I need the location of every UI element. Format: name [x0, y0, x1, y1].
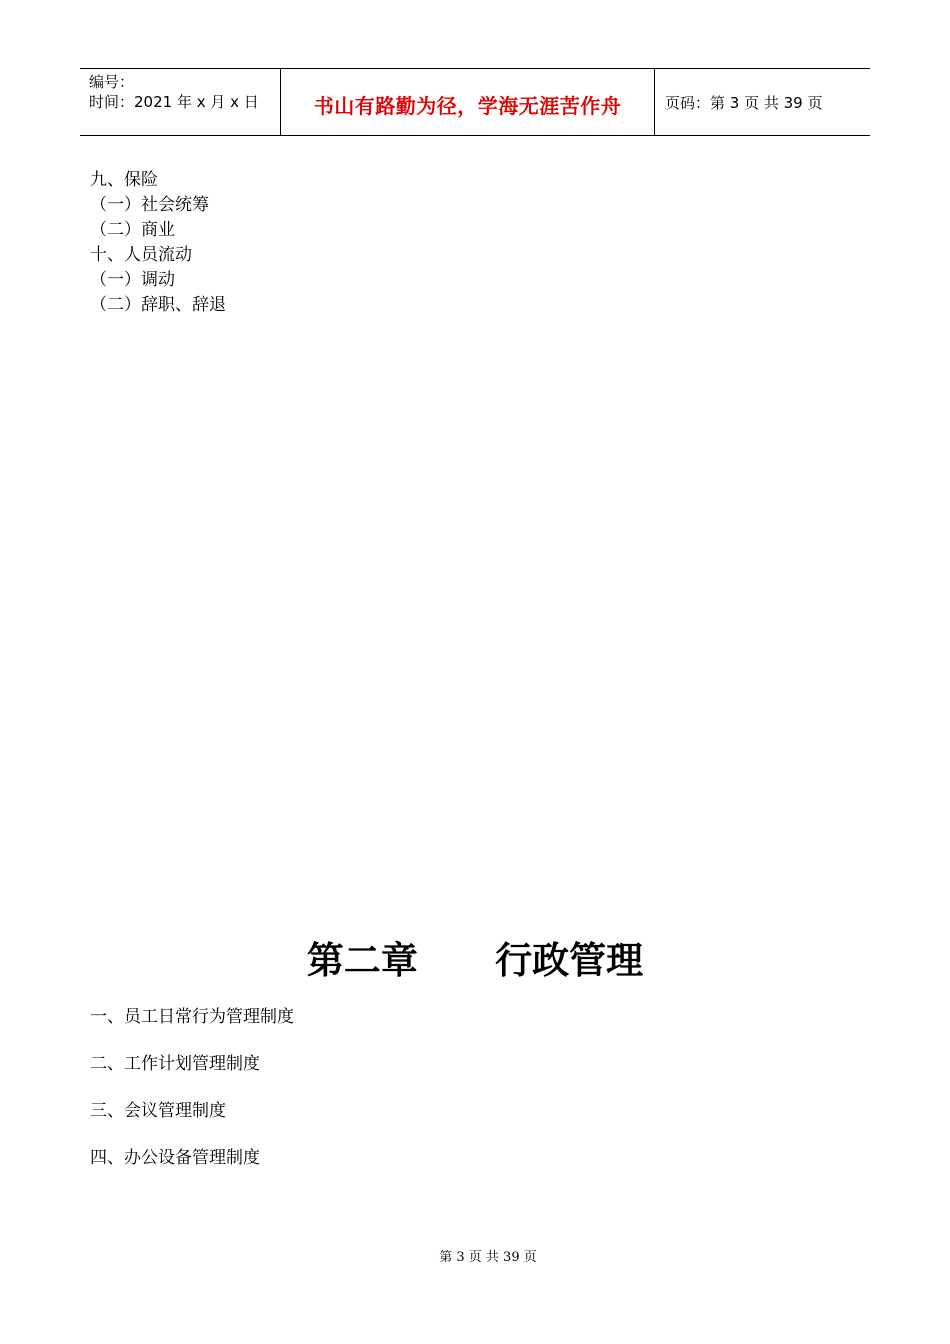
document-number-label: 编号：: [89, 73, 135, 91]
toc-item: 十、人员流动: [90, 245, 192, 265]
page-header: [80, 68, 870, 136]
header-page-number: 页码：第 3 页 共 39 页: [665, 93, 823, 112]
header-motto-cell: [281, 69, 655, 135]
header-page-cell: [655, 69, 870, 135]
toc-item: 九、保险: [90, 170, 158, 190]
section-item: 一、员工日常行为管理制度: [90, 1007, 294, 1027]
page-footer: 第 3 页 共 39 页: [439, 1250, 537, 1265]
toc-item: （二）商业: [90, 220, 175, 240]
toc-item: （一）调动: [90, 270, 175, 290]
section-item: 三、会议管理制度: [90, 1101, 226, 1121]
header-motto: 书山有路勤为径，学海无涯苦作舟: [313, 93, 622, 118]
document-date-label: 时间：2021 年 x 月 x 日: [89, 93, 259, 111]
header-meta: [80, 69, 281, 135]
toc-item: （二）辞职、辞退: [90, 295, 226, 315]
section-item: 四、办公设备管理制度: [90, 1148, 260, 1168]
toc-item: （一）社会统筹: [90, 195, 209, 215]
toc-list: [90, 168, 226, 318]
chapter-title: 第二章 行政管理: [306, 938, 644, 982]
section-item: 二、工作计划管理制度: [90, 1054, 260, 1074]
section-list: [90, 1004, 294, 1192]
